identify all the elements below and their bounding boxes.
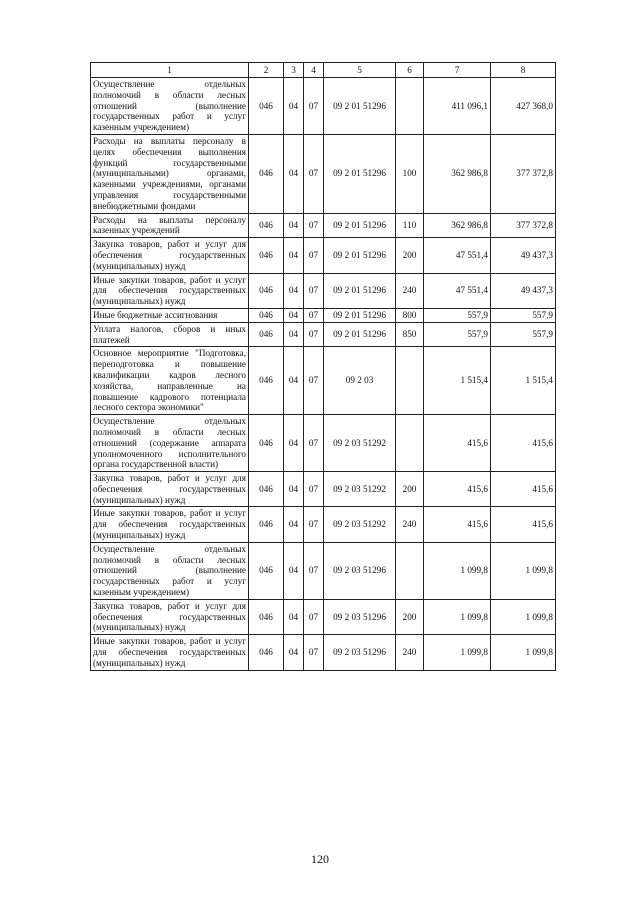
table-row [91,134,556,213]
amount-year1-cell: 415,6 [424,507,491,542]
expense-type-cell [396,78,424,135]
expense-type-cell [396,347,424,415]
table-row [91,635,556,670]
expense-type-cell: 240 [396,507,424,542]
header-cell-6: 6 [396,63,424,78]
amount-year1-cell: 47 551,4 [424,273,491,308]
amount-year2-cell: 557,9 [491,322,556,347]
table-row [91,599,556,634]
description-cell: Иные закупки товаров, работ и услуг для обеспечения государственных (муниципальных) нужд [91,635,249,670]
admin-code-cell: 046 [249,308,284,322]
section-cell: 04 [284,472,304,507]
admin-code-cell: 046 [249,542,284,599]
admin-code-cell: 046 [249,599,284,634]
section-cell: 04 [284,542,304,599]
admin-code-cell: 046 [249,415,284,472]
subsection-cell: 07 [304,415,324,472]
target-article-cell: 09 2 03 [324,347,396,415]
expense-type-cell: 240 [396,635,424,670]
expense-type-cell: 800 [396,308,424,322]
description-cell: Закупка товаров, работ и услуг для обеспечения государственных (муниципальных) нужд [91,238,249,273]
expense-type-cell [396,542,424,599]
section-cell: 04 [284,507,304,542]
expense-type-cell: 850 [396,322,424,347]
amount-year1-cell: 557,9 [424,322,491,347]
subsection-cell: 07 [304,308,324,322]
budget-table-body [91,63,556,671]
amount-year1-cell: 411 096,1 [424,78,491,135]
amount-year2-cell: 557,9 [491,308,556,322]
amount-year1-cell: 1 099,8 [424,635,491,670]
admin-code-cell: 046 [249,635,284,670]
amount-year2-cell: 377 372,8 [491,213,556,238]
description-cell: Закупка товаров, работ и услуг для обеспечения государственных (муниципальных) нужд [91,472,249,507]
page-number: 120 [311,852,329,866]
section-cell: 04 [284,134,304,213]
section-cell: 04 [284,308,304,322]
table-row [91,415,556,472]
table-row [91,273,556,308]
budget-table [90,62,556,671]
amount-year1-cell: 362 986,8 [424,134,491,213]
target-article-cell: 09 2 01 51296 [324,308,396,322]
subsection-cell: 07 [304,635,324,670]
description-cell: Осуществление отдельных полномочий в области лесных отношений (выполнение государственных работ и услуг казенным учреждением) [91,542,249,599]
amount-year1-cell: 1 099,8 [424,542,491,599]
header-cell-7: 7 [424,63,491,78]
section-cell: 04 [284,213,304,238]
amount-year1-cell: 47 551,4 [424,238,491,273]
target-article-cell: 09 2 03 51296 [324,635,396,670]
description-cell: Осуществление отдельных полномочий в области лесных отношений (содержание аппарата уполномоченного исполнительного органа государственной власти) [91,415,249,472]
section-cell: 04 [284,415,304,472]
amount-year2-cell: 1 099,8 [491,542,556,599]
description-cell: Расходы на выплаты персоналу казенных учреждений [91,213,249,238]
subsection-cell: 07 [304,322,324,347]
section-cell: 04 [284,599,304,634]
header-cell-5: 5 [324,63,396,78]
amount-year2-cell: 1 099,8 [491,599,556,634]
subsection-cell: 07 [304,78,324,135]
target-article-cell: 09 2 01 51296 [324,238,396,273]
admin-code-cell: 046 [249,238,284,273]
description-cell: Осуществление отдельных полномочий в области лесных отношений (выполнение государственных работ и услуг казенным учреждением) [91,78,249,135]
admin-code-cell: 046 [249,273,284,308]
amount-year2-cell: 49 437,3 [491,273,556,308]
target-article-cell: 09 2 03 51296 [324,542,396,599]
section-cell: 04 [284,78,304,135]
amount-year1-cell: 1 515,4 [424,347,491,415]
amount-year2-cell: 1 515,4 [491,347,556,415]
target-article-cell: 09 2 01 51296 [324,273,396,308]
table-row [91,322,556,347]
amount-year2-cell: 377 372,8 [491,134,556,213]
admin-code-cell: 046 [249,507,284,542]
expense-type-cell: 240 [396,273,424,308]
amount-year2-cell: 415,6 [491,507,556,542]
amount-year2-cell: 1 099,8 [491,635,556,670]
table-row [91,308,556,322]
target-article-cell: 09 2 03 51296 [324,599,396,634]
admin-code-cell: 046 [249,472,284,507]
description-cell: Расходы на выплаты персоналу в целях обеспечения выполнения функций государственными (муниципальными) органами, казенными учреждениями, органами управления государственными внебюджетными фондами [91,134,249,213]
section-cell: 04 [284,322,304,347]
amount-year1-cell: 557,9 [424,308,491,322]
subsection-cell: 07 [304,238,324,273]
description-cell: Основное мероприятие "Подготовка, переподготовка и повышение квалификации кадров лесного хозяйства, направленные на повышение кадрового потенциала лесного сектора экономики" [91,347,249,415]
description-cell: Уплата налогов, сборов и иных платежей [91,322,249,347]
section-cell: 04 [284,347,304,415]
subsection-cell: 07 [304,273,324,308]
amount-year1-cell: 1 099,8 [424,599,491,634]
description-cell: Закупка товаров, работ и услуг для обеспечения государственных (муниципальных) нужд [91,599,249,634]
target-article-cell: 09 2 01 51296 [324,322,396,347]
amount-year1-cell: 415,6 [424,415,491,472]
expense-type-cell: 200 [396,472,424,507]
amount-year1-cell: 415,6 [424,472,491,507]
description-cell: Иные закупки товаров, работ и услуг для обеспечения государственных (муниципальных) нужд [91,273,249,308]
table-row [91,542,556,599]
amount-year2-cell: 415,6 [491,472,556,507]
header-row [91,63,556,78]
table-row [91,472,556,507]
target-article-cell: 09 2 03 51292 [324,472,396,507]
subsection-cell: 07 [304,472,324,507]
target-article-cell: 09 2 03 51292 [324,507,396,542]
budget-table-wrap [90,62,556,671]
target-article-cell: 09 2 01 51296 [324,213,396,238]
table-row [91,507,556,542]
subsection-cell: 07 [304,507,324,542]
amount-year2-cell: 415,6 [491,415,556,472]
target-article-cell: 09 2 01 51296 [324,78,396,135]
description-cell: Иные бюджетные ассигнования [91,308,249,322]
target-article-cell: 09 2 03 51292 [324,415,396,472]
expense-type-cell [396,415,424,472]
target-article-cell: 09 2 01 51296 [324,134,396,213]
header-cell-4: 4 [304,63,324,78]
subsection-cell: 07 [304,347,324,415]
table-row [91,347,556,415]
table-row [91,238,556,273]
section-cell: 04 [284,273,304,308]
expense-type-cell: 110 [396,213,424,238]
subsection-cell: 07 [304,599,324,634]
description-cell: Иные закупки товаров, работ и услуг для обеспечения государственных (муниципальных) нужд [91,507,249,542]
subsection-cell: 07 [304,542,324,599]
expense-type-cell: 100 [396,134,424,213]
header-cell-2: 2 [249,63,284,78]
table-row [91,213,556,238]
admin-code-cell: 046 [249,134,284,213]
section-cell: 04 [284,238,304,273]
subsection-cell: 07 [304,213,324,238]
admin-code-cell: 046 [249,347,284,415]
admin-code-cell: 046 [249,78,284,135]
admin-code-cell: 046 [249,213,284,238]
header-cell-8: 8 [491,63,556,78]
amount-year1-cell: 362 986,8 [424,213,491,238]
table-row [91,78,556,135]
expense-type-cell: 200 [396,238,424,273]
admin-code-cell: 046 [249,322,284,347]
header-cell-3: 3 [284,63,304,78]
amount-year2-cell: 427 368,0 [491,78,556,135]
amount-year2-cell: 49 437,3 [491,238,556,273]
section-cell: 04 [284,635,304,670]
subsection-cell: 07 [304,134,324,213]
header-cell-1: 1 [91,63,249,78]
expense-type-cell: 200 [396,599,424,634]
